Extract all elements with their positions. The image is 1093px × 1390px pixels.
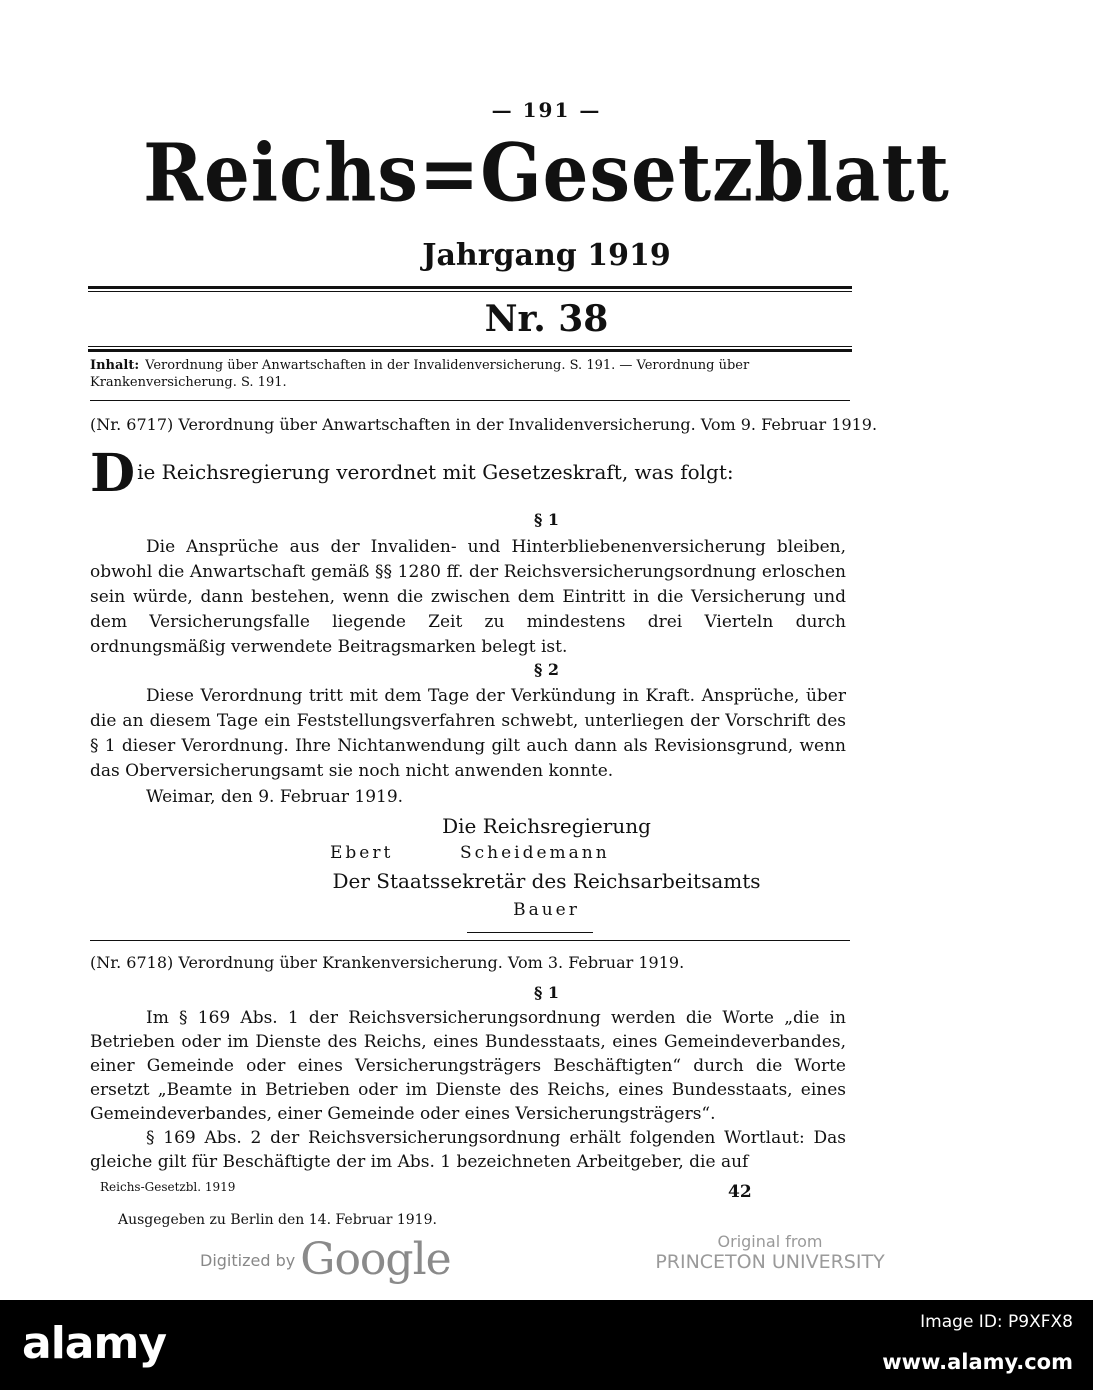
original-source-credit [648,1232,892,1273]
digitized-prefix: Digitized by [200,1251,296,1270]
contents-rule [90,400,850,401]
ordinance-separator [90,940,850,941]
ordinance-1-intro [90,443,734,504]
image-id: Image ID: P9XFX8 [920,1312,1073,1332]
section-2-label: § 2 [533,660,560,679]
footer-publication: Reichs-Gesetzbl. 1919 [100,1180,236,1194]
masthead-title: Reichs=Gesetzblatt [143,125,950,220]
signature-office: Der Staatssekretär des Reichsarbeitsamts [332,869,761,893]
header-rule-bottom-thin [88,346,852,347]
stock-watermark-bar [0,1300,1093,1390]
signature-ebert: Ebert [330,843,394,863]
contents-summary [90,357,850,391]
ordinance-2-section-1-label: § 1 [533,983,560,1002]
contents-label: Inhalt: [90,358,140,373]
signature-rule [467,932,593,933]
ordinance-2-heading: (Nr. 6718) Verordnung über Krankenversicherung. Vom 3. Februar 1919. [90,953,685,972]
drop-cap: D [90,443,136,504]
place-date: Weimar, den 9. Februar 1919. [146,787,404,807]
volume-year: Jahrgang 1919 [422,238,671,273]
section-1-label: § 1 [533,510,560,529]
signature-bauer: Bauer [513,900,580,920]
header-rule-top-thin [88,291,852,292]
alamy-url: www.alamy.com [882,1350,1073,1374]
page-number: — 191 — [491,98,602,122]
ordinance-2-section-1-text: Im § 169 Abs. 1 der Reichsversicherungsordnung werden die Worte „die in Betrieben oder im Dienste des Reichs, eines Bundesstaats, eines Gemeindeverbandes, einer Gemeinde oder eines Versicherungsträgers Beschäftigten“ durch die Worte ersetzt „Beamte in Betrieben oder im Dienste des Reichs, eines Bundesstaats, eines Gemeindeverbandes, einer Gemeinde oder eines Versicherungsträgers“. [90,1008,846,1124]
header-rule-bottom [88,349,852,352]
alamy-logo: alamy [22,1318,166,1369]
google-logo: Google [300,1234,451,1285]
header-rule-top [88,286,852,289]
digitized-credit [200,1234,451,1285]
contents-text: Verordnung über Anwartschaften in der Invalidenversicherung. S. 191. — Verordnung über Krankenversicherung. S. 191. [90,358,750,390]
princeton-label: PRINCETON UNIVERSITY [655,1251,885,1273]
signature-government: Die Reichsregierung [442,814,651,838]
ordinance-2-section-1-continued: § 169 Abs. 2 der Reichsversicherungsordnung erhält folgenden Wortlaut: Das gleiche gilt für Beschäftigte der im Abs. 1 bezeichneten Arbeitgeber, die auf [90,1128,846,1172]
original-from-label: Original from [717,1232,823,1251]
footer-issued: Ausgegeben zu Berlin den 14. Februar 1919. [118,1212,437,1228]
signature-scheidemann: Scheidemann [460,843,610,863]
footer-sheet-number: 42 [728,1182,752,1202]
section-2-text: Diese Verordnung tritt mit dem Tage der Verkündung in Kraft. Ansprüche, über die an diesem Tage ein Feststellungsverfahren schwebt, unterliegen der Vorschrift des § 1 dieser Verordnung. Ihre Nichtanwendung gilt auch dann als Revisionsgrund, wenn das Oberversicherungsamt sie noch nicht anwenden konnte. [90,686,846,781]
intro-text: ie Reichsregierung verordnet mit Gesetzeskraft, was folgt: [137,460,734,484]
issue-number: Nr. 38 [484,298,609,340]
ordinance-1-heading: (Nr. 6717) Verordnung über Anwartschaften in der Invalidenversicherung. Vom 9. Februar 1919. [90,415,878,434]
section-1-text: Die Ansprüche aus der Invaliden- und Hinterbliebenenversicherung bleiben, obwohl die Anwartschaft gemäß §§ 1280 ff. der Reichsversicherungsordnung erloschen sein würde, dann bestehen, wenn die zwischen dem Eintritt in die Versicherung und dem Versicherungsfalle liegende Zeit zu mindestens drei Vierteln durch ordnungsmäßig verwendete Beitragsmarken belegt ist. [90,537,846,657]
